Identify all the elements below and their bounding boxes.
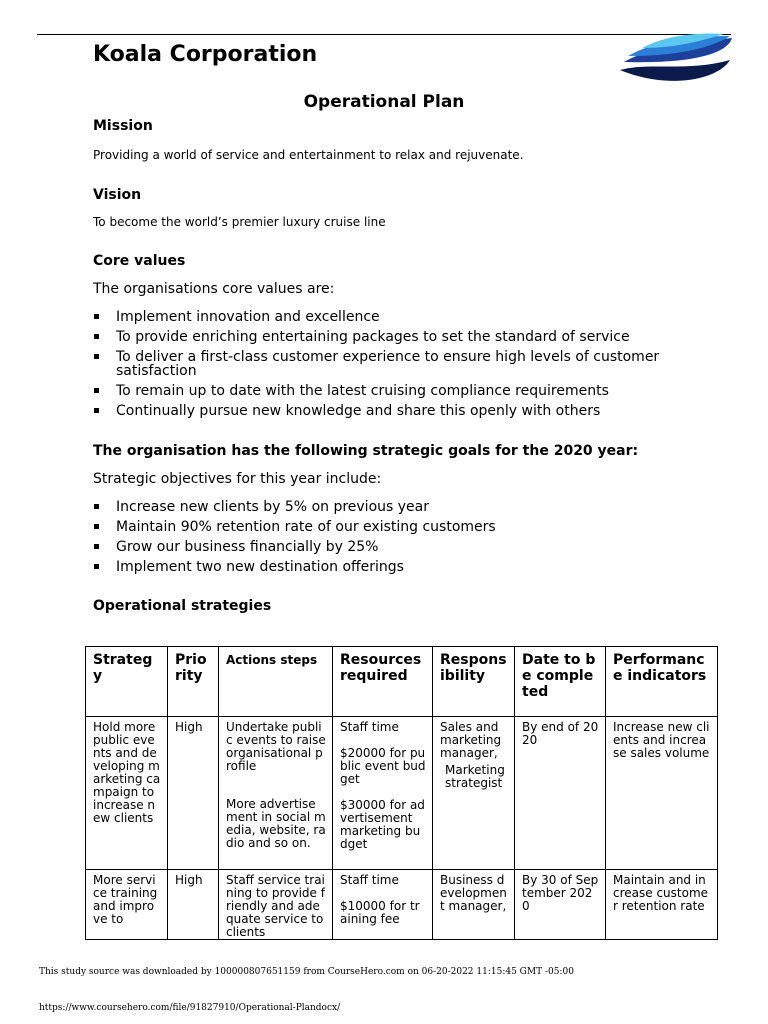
cell-actions: Staff service training to provide friendly and adequate service to clients [219, 870, 333, 940]
cell-resources: Staff time $20000 for public event budget $30000 for advertisement marketing budget [333, 717, 433, 870]
bullet-icon [94, 314, 99, 319]
koala-wave-logo-icon [618, 32, 734, 86]
company-name: Koala Corporation [93, 42, 318, 67]
bullet-icon [94, 408, 99, 413]
list-item: Maintain 90% retention rate of our existing customers [93, 520, 693, 534]
col-header-responsibility: Responsibility [433, 647, 515, 717]
bullet-icon [94, 564, 99, 569]
cell-indicators: Maintain and increase customer retention rate [606, 870, 718, 940]
list-item: Grow our business financially by 25% [93, 540, 693, 554]
list-item: Continually pursue new knowledge and share this openly with others [93, 404, 693, 418]
col-header-date: Date to be completed [515, 647, 606, 717]
bullet-icon [94, 544, 99, 549]
table-row [86, 717, 718, 870]
mission-heading: Mission [93, 118, 153, 134]
cell-indicators: Increase new clients and increase sales volume [606, 717, 718, 870]
cell-priority: High [168, 717, 219, 870]
vision-text: To become the world’s premier luxury cruise line [93, 215, 386, 229]
source-url-link[interactable]: https://www.coursehero.com/file/91827910/Operational-Plandocx/ [39, 1003, 341, 1013]
page-title: Operational Plan [303, 92, 465, 112]
cell-strategy: More service training and improve to [86, 870, 168, 940]
goals-heading: The organisation has the following strategic goals for the 2020 year: [93, 443, 639, 459]
list-item: Increase new clients by 5% on previous year [93, 500, 693, 514]
cell-actions: Undertake public events to raise organisational profile More advertisement in social media, website, radio and so on. [219, 717, 333, 870]
core-values-intro: The organisations core values are: [93, 281, 335, 297]
list-item: Implement two new destination offerings [93, 560, 693, 574]
core-values-list [93, 310, 693, 424]
goals-intro: Strategic objectives for this year include: [93, 471, 382, 487]
operational-strategies-table [85, 646, 718, 940]
bullet-icon [94, 388, 99, 393]
table-row [86, 870, 718, 940]
cell-date: By end of 2020 [515, 717, 606, 870]
col-header-strategy: Strategy [86, 647, 168, 717]
cell-resources: Staff time $10000 for training fee [333, 870, 433, 940]
col-header-priority: Priority [168, 647, 219, 717]
list-item: To remain up to date with the latest cruising compliance requirements [93, 384, 693, 398]
logo-wave-dark [620, 60, 730, 81]
bullet-icon [94, 504, 99, 509]
col-header-resources: Resources required [333, 647, 433, 717]
goals-list [93, 500, 693, 580]
strategies-heading: Operational strategies [93, 598, 272, 614]
col-header-actions: Actions steps [219, 647, 333, 717]
list-item: To deliver a first-class customer experience to ensure high levels of customer satisfaction [93, 350, 693, 378]
table-header-row [86, 647, 718, 717]
list-item: Implement innovation and excellence [93, 310, 693, 324]
cell-priority: High [168, 870, 219, 940]
cell-date: By 30 of September 2020 [515, 870, 606, 940]
bullet-icon [94, 334, 99, 339]
mission-text: Providing a world of service and entertainment to relax and rejuvenate. [93, 148, 524, 162]
cell-strategy: Hold more public events and developing marketing campaign to increase new clients [86, 717, 168, 870]
cell-responsibility: Sales and marketing manager, Marketing strategist [433, 717, 515, 870]
bullet-icon [94, 524, 99, 529]
bullet-icon [94, 354, 99, 359]
col-header-indicators: Performance indicators [606, 647, 718, 717]
cell-responsibility: Business development manager, [433, 870, 515, 940]
list-item: To provide enriching entertaining packages to set the standard of service [93, 330, 693, 344]
vision-heading: Vision [93, 187, 142, 203]
download-note: This study source was downloaded by 100000807651159 from CourseHero.com on 06-20-2022 11:15:45 GMT -05:00 [39, 967, 574, 977]
core-values-heading: Core values [93, 253, 186, 269]
